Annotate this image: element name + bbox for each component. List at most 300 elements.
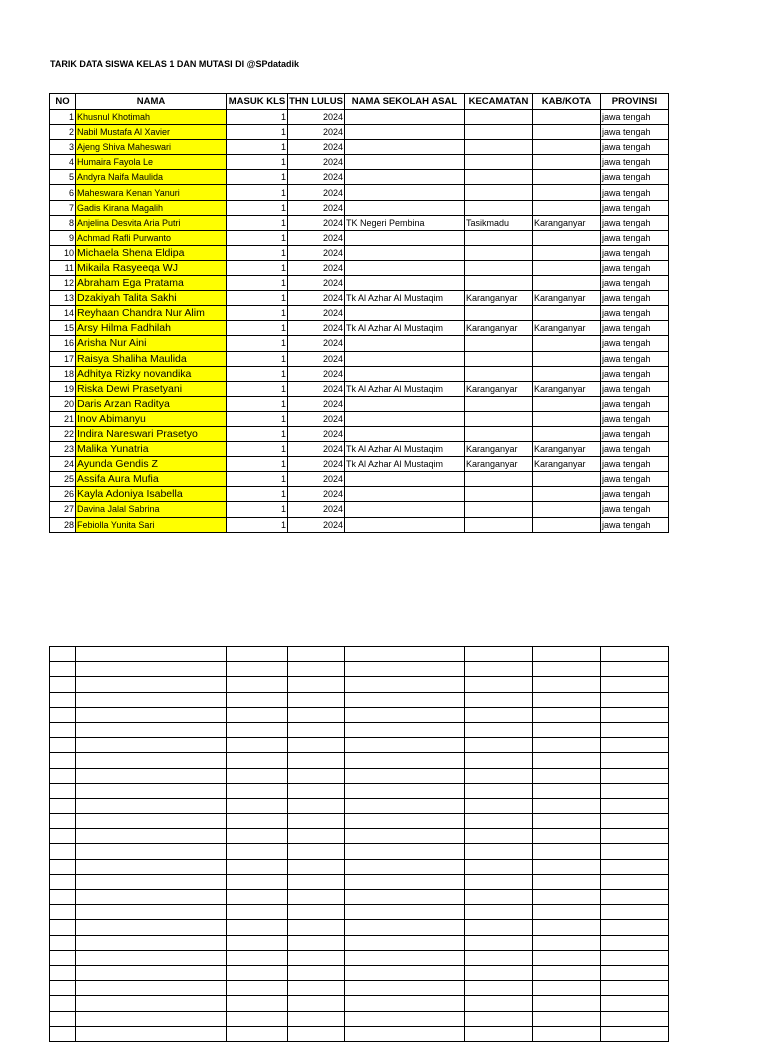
cell-masuk-kls: 1 bbox=[227, 245, 288, 260]
cell-kab-kota: Karanganyar bbox=[533, 291, 601, 306]
cell-nama-sekolah-asal: Tk Al Azhar Al Mustaqim bbox=[345, 321, 465, 336]
cell-masuk-kls: 1 bbox=[227, 260, 288, 275]
cell-kecamatan bbox=[465, 426, 533, 441]
empty-cell bbox=[227, 768, 288, 783]
empty-cell bbox=[533, 647, 601, 662]
cell-provinsi: jawa tengah bbox=[601, 276, 669, 291]
cell-thn-lulus: 2024 bbox=[288, 442, 345, 457]
table-row bbox=[50, 276, 669, 291]
empty-cell bbox=[465, 677, 533, 692]
cell-masuk-kls: 1 bbox=[227, 291, 288, 306]
cell-kab-kota bbox=[533, 351, 601, 366]
empty-cell bbox=[76, 935, 227, 950]
empty-cell bbox=[227, 1026, 288, 1041]
empty-cell bbox=[601, 692, 669, 707]
cell-nama-sekolah-asal bbox=[345, 502, 465, 517]
cell-masuk-kls: 1 bbox=[227, 215, 288, 230]
cell-provinsi: jawa tengah bbox=[601, 125, 669, 140]
cell-nama: Assifa Aura Mufia bbox=[76, 472, 227, 487]
empty-cell bbox=[50, 814, 76, 829]
empty-row bbox=[50, 707, 669, 722]
cell-thn-lulus: 2024 bbox=[288, 336, 345, 351]
empty-cell bbox=[465, 662, 533, 677]
empty-cell bbox=[465, 798, 533, 813]
table-row bbox=[50, 381, 669, 396]
cell-provinsi: jawa tengah bbox=[601, 517, 669, 532]
cell-no: 5 bbox=[50, 170, 76, 185]
empty-cell bbox=[345, 829, 465, 844]
empty-cell bbox=[465, 783, 533, 798]
empty-cell bbox=[227, 905, 288, 920]
empty-row bbox=[50, 981, 669, 996]
page-title: TARIK DATA SISWA KELAS 1 DAN MUTASI DI @SPdatadik bbox=[50, 59, 299, 69]
empty-cell bbox=[465, 722, 533, 737]
cell-no: 18 bbox=[50, 366, 76, 381]
cell-nama-sekolah-asal bbox=[345, 426, 465, 441]
cell-nama-sekolah-asal bbox=[345, 472, 465, 487]
cell-nama-sekolah-asal bbox=[345, 396, 465, 411]
cell-kecamatan bbox=[465, 170, 533, 185]
empty-cell bbox=[288, 738, 345, 753]
cell-kecamatan bbox=[465, 110, 533, 125]
empty-cell bbox=[601, 920, 669, 935]
empty-cell bbox=[288, 768, 345, 783]
cell-provinsi: jawa tengah bbox=[601, 185, 669, 200]
cell-nama: Andyra Naifa Maulida bbox=[76, 170, 227, 185]
empty-cell bbox=[288, 829, 345, 844]
cell-kab-kota bbox=[533, 517, 601, 532]
header-kecamatan: KECAMATAN bbox=[465, 94, 533, 110]
cell-kab-kota bbox=[533, 306, 601, 321]
empty-cell bbox=[533, 981, 601, 996]
cell-nama-sekolah-asal bbox=[345, 140, 465, 155]
empty-cell bbox=[76, 677, 227, 692]
cell-nama-sekolah-asal bbox=[345, 411, 465, 426]
empty-row bbox=[50, 647, 669, 662]
empty-cell bbox=[50, 981, 76, 996]
empty-cell bbox=[76, 753, 227, 768]
cell-nama-sekolah-asal bbox=[345, 185, 465, 200]
cell-no: 11 bbox=[50, 260, 76, 275]
empty-row bbox=[50, 814, 669, 829]
empty-cell bbox=[465, 965, 533, 980]
empty-cell bbox=[345, 647, 465, 662]
empty-cell bbox=[533, 935, 601, 950]
table-row bbox=[50, 306, 669, 321]
empty-cell bbox=[50, 950, 76, 965]
empty-cell bbox=[288, 662, 345, 677]
cell-nama-sekolah-asal bbox=[345, 110, 465, 125]
cell-no: 7 bbox=[50, 200, 76, 215]
cell-nama-sekolah-asal bbox=[345, 170, 465, 185]
cell-nama: Michaela Shena Eldipa bbox=[76, 245, 227, 260]
cell-masuk-kls: 1 bbox=[227, 185, 288, 200]
cell-kab-kota bbox=[533, 155, 601, 170]
cell-no: 6 bbox=[50, 185, 76, 200]
empty-cell bbox=[227, 935, 288, 950]
empty-cell bbox=[533, 950, 601, 965]
empty-cell bbox=[533, 722, 601, 737]
empty-cell bbox=[533, 707, 601, 722]
cell-thn-lulus: 2024 bbox=[288, 426, 345, 441]
empty-row bbox=[50, 859, 669, 874]
cell-thn-lulus: 2024 bbox=[288, 351, 345, 366]
empty-cell bbox=[533, 662, 601, 677]
empty-cell bbox=[533, 768, 601, 783]
cell-provinsi: jawa tengah bbox=[601, 426, 669, 441]
empty-cell bbox=[227, 692, 288, 707]
empty-cell bbox=[465, 647, 533, 662]
empty-cell bbox=[345, 859, 465, 874]
empty-cell bbox=[465, 996, 533, 1011]
empty-cell bbox=[345, 965, 465, 980]
cell-provinsi: jawa tengah bbox=[601, 381, 669, 396]
empty-cell bbox=[50, 1026, 76, 1041]
empty-cell bbox=[50, 935, 76, 950]
cell-kecamatan: Karanganyar bbox=[465, 381, 533, 396]
empty-cell bbox=[76, 950, 227, 965]
table-row bbox=[50, 230, 669, 245]
empty-cell bbox=[601, 814, 669, 829]
empty-cell bbox=[50, 798, 76, 813]
table-row bbox=[50, 426, 669, 441]
table-row bbox=[50, 125, 669, 140]
empty-row bbox=[50, 798, 669, 813]
cell-thn-lulus: 2024 bbox=[288, 276, 345, 291]
table-row bbox=[50, 155, 669, 170]
empty-cell bbox=[533, 859, 601, 874]
empty-cell bbox=[227, 874, 288, 889]
empty-cell bbox=[601, 662, 669, 677]
empty-cell bbox=[601, 874, 669, 889]
cell-kecamatan bbox=[465, 230, 533, 245]
empty-cell bbox=[601, 935, 669, 950]
cell-kecamatan bbox=[465, 487, 533, 502]
table-row bbox=[50, 502, 669, 517]
empty-cell bbox=[533, 996, 601, 1011]
cell-provinsi: jawa tengah bbox=[601, 411, 669, 426]
cell-masuk-kls: 1 bbox=[227, 411, 288, 426]
empty-row bbox=[50, 692, 669, 707]
cell-kecamatan bbox=[465, 155, 533, 170]
header-kab-kota: KAB/KOTA bbox=[533, 94, 601, 110]
empty-cell bbox=[76, 829, 227, 844]
cell-nama: Adhitya Rizky novandika bbox=[76, 366, 227, 381]
cell-masuk-kls: 1 bbox=[227, 502, 288, 517]
empty-cell bbox=[601, 996, 669, 1011]
cell-nama: Riska Dewi Prasetyani bbox=[76, 381, 227, 396]
cell-masuk-kls: 1 bbox=[227, 517, 288, 532]
cell-masuk-kls: 1 bbox=[227, 396, 288, 411]
empty-cell bbox=[76, 798, 227, 813]
cell-nama-sekolah-asal bbox=[345, 155, 465, 170]
cell-no: 2 bbox=[50, 125, 76, 140]
cell-no: 22 bbox=[50, 426, 76, 441]
cell-nama-sekolah-asal: TK Negeri Pembina bbox=[345, 215, 465, 230]
cell-nama: Mikaila Rasyeeqa WJ bbox=[76, 260, 227, 275]
empty-cell bbox=[533, 798, 601, 813]
table-row bbox=[50, 215, 669, 230]
empty-row bbox=[50, 1026, 669, 1041]
empty-cell bbox=[465, 859, 533, 874]
empty-cell bbox=[288, 707, 345, 722]
empty-cell bbox=[227, 859, 288, 874]
cell-kab-kota bbox=[533, 426, 601, 441]
empty-cell bbox=[345, 814, 465, 829]
cell-kab-kota bbox=[533, 502, 601, 517]
header-nama-sekolah-asal: NAMA SEKOLAH ASAL bbox=[345, 94, 465, 110]
cell-nama-sekolah-asal bbox=[345, 366, 465, 381]
cell-nama: Nabil Mustafa Al Xavier bbox=[76, 125, 227, 140]
empty-cell bbox=[345, 677, 465, 692]
cell-masuk-kls: 1 bbox=[227, 306, 288, 321]
cell-nama-sekolah-asal bbox=[345, 276, 465, 291]
cell-masuk-kls: 1 bbox=[227, 366, 288, 381]
table-row bbox=[50, 472, 669, 487]
cell-masuk-kls: 1 bbox=[227, 442, 288, 457]
empty-cell bbox=[50, 768, 76, 783]
cell-kecamatan: Karanganyar bbox=[465, 321, 533, 336]
empty-row bbox=[50, 768, 669, 783]
empty-cell bbox=[227, 920, 288, 935]
cell-nama: Daris Arzan Raditya bbox=[76, 396, 227, 411]
cell-provinsi: jawa tengah bbox=[601, 170, 669, 185]
cell-masuk-kls: 1 bbox=[227, 321, 288, 336]
empty-cell bbox=[50, 874, 76, 889]
cell-nama-sekolah-asal bbox=[345, 200, 465, 215]
cell-kab-kota bbox=[533, 276, 601, 291]
cell-kecamatan bbox=[465, 366, 533, 381]
cell-nama: Inov Abimanyu bbox=[76, 411, 227, 426]
empty-cell bbox=[76, 905, 227, 920]
table-row bbox=[50, 457, 669, 472]
cell-thn-lulus: 2024 bbox=[288, 306, 345, 321]
cell-masuk-kls: 1 bbox=[227, 381, 288, 396]
empty-cell bbox=[76, 981, 227, 996]
cell-masuk-kls: 1 bbox=[227, 110, 288, 125]
empty-cell bbox=[601, 965, 669, 980]
cell-masuk-kls: 1 bbox=[227, 351, 288, 366]
cell-provinsi: jawa tengah bbox=[601, 336, 669, 351]
cell-kab-kota bbox=[533, 411, 601, 426]
empty-cell bbox=[50, 662, 76, 677]
cell-no: 24 bbox=[50, 457, 76, 472]
cell-no: 1 bbox=[50, 110, 76, 125]
empty-cell bbox=[601, 859, 669, 874]
cell-kecamatan bbox=[465, 260, 533, 275]
empty-cell bbox=[50, 692, 76, 707]
cell-no: 15 bbox=[50, 321, 76, 336]
cell-provinsi: jawa tengah bbox=[601, 351, 669, 366]
cell-no: 14 bbox=[50, 306, 76, 321]
empty-cell bbox=[601, 738, 669, 753]
empty-cell bbox=[601, 950, 669, 965]
cell-no: 9 bbox=[50, 230, 76, 245]
empty-cell bbox=[288, 753, 345, 768]
empty-cell bbox=[50, 859, 76, 874]
empty-cell bbox=[601, 844, 669, 859]
cell-kecamatan bbox=[465, 125, 533, 140]
cell-kab-kota: Karanganyar bbox=[533, 381, 601, 396]
empty-table-body bbox=[50, 647, 669, 1042]
cell-masuk-kls: 1 bbox=[227, 140, 288, 155]
table-row bbox=[50, 170, 669, 185]
empty-cell bbox=[288, 647, 345, 662]
empty-cell bbox=[533, 814, 601, 829]
empty-row bbox=[50, 905, 669, 920]
empty-cell bbox=[288, 981, 345, 996]
table-row bbox=[50, 442, 669, 457]
empty-cell bbox=[533, 874, 601, 889]
empty-cell bbox=[533, 905, 601, 920]
cell-kab-kota bbox=[533, 260, 601, 275]
table-row bbox=[50, 351, 669, 366]
cell-thn-lulus: 2024 bbox=[288, 140, 345, 155]
empty-cell bbox=[533, 920, 601, 935]
cell-no: 21 bbox=[50, 411, 76, 426]
cell-kab-kota bbox=[533, 336, 601, 351]
empty-cell bbox=[465, 890, 533, 905]
cell-provinsi: jawa tengah bbox=[601, 487, 669, 502]
cell-no: 20 bbox=[50, 396, 76, 411]
cell-kecamatan bbox=[465, 517, 533, 532]
empty-table bbox=[49, 646, 669, 1042]
table-row bbox=[50, 336, 669, 351]
cell-kecamatan: Karanganyar bbox=[465, 457, 533, 472]
cell-no: 8 bbox=[50, 215, 76, 230]
empty-cell bbox=[465, 768, 533, 783]
cell-nama: Arisha Nur Aini bbox=[76, 336, 227, 351]
cell-no: 23 bbox=[50, 442, 76, 457]
empty-cell bbox=[345, 905, 465, 920]
cell-kab-kota bbox=[533, 200, 601, 215]
cell-nama: Ayunda Gendis Z bbox=[76, 457, 227, 472]
empty-cell bbox=[288, 965, 345, 980]
empty-cell bbox=[601, 1026, 669, 1041]
cell-provinsi: jawa tengah bbox=[601, 230, 669, 245]
empty-cell bbox=[465, 829, 533, 844]
cell-nama: Abraham Ega Pratama bbox=[76, 276, 227, 291]
empty-cell bbox=[76, 814, 227, 829]
cell-kab-kota bbox=[533, 125, 601, 140]
cell-provinsi: jawa tengah bbox=[601, 396, 669, 411]
cell-kab-kota bbox=[533, 185, 601, 200]
empty-cell bbox=[601, 768, 669, 783]
cell-masuk-kls: 1 bbox=[227, 155, 288, 170]
cell-provinsi: jawa tengah bbox=[601, 155, 669, 170]
empty-row bbox=[50, 738, 669, 753]
empty-cell bbox=[533, 829, 601, 844]
empty-cell bbox=[50, 829, 76, 844]
cell-nama: Achmad Rafli Purwanto bbox=[76, 230, 227, 245]
cell-kecamatan: Karanganyar bbox=[465, 291, 533, 306]
cell-provinsi: jawa tengah bbox=[601, 140, 669, 155]
empty-cell bbox=[227, 965, 288, 980]
student-table-body bbox=[50, 110, 669, 533]
empty-row bbox=[50, 844, 669, 859]
cell-thn-lulus: 2024 bbox=[288, 487, 345, 502]
table-row bbox=[50, 411, 669, 426]
empty-cell bbox=[601, 829, 669, 844]
empty-cell bbox=[76, 662, 227, 677]
cell-kecamatan bbox=[465, 200, 533, 215]
empty-cell bbox=[465, 950, 533, 965]
empty-cell bbox=[465, 692, 533, 707]
empty-cell bbox=[76, 920, 227, 935]
empty-cell bbox=[288, 692, 345, 707]
cell-kecamatan bbox=[465, 411, 533, 426]
empty-cell bbox=[533, 890, 601, 905]
cell-kab-kota: Karanganyar bbox=[533, 442, 601, 457]
empty-cell bbox=[227, 996, 288, 1011]
empty-cell bbox=[50, 965, 76, 980]
cell-thn-lulus: 2024 bbox=[288, 185, 345, 200]
cell-kecamatan bbox=[465, 472, 533, 487]
empty-cell bbox=[50, 783, 76, 798]
cell-nama: Maheswara Kenan Yanuri bbox=[76, 185, 227, 200]
empty-cell bbox=[345, 692, 465, 707]
empty-cell bbox=[345, 768, 465, 783]
cell-nama-sekolah-asal: Tk Al Azhar Al Mustaqim bbox=[345, 457, 465, 472]
cell-kab-kota bbox=[533, 366, 601, 381]
empty-cell bbox=[465, 844, 533, 859]
cell-thn-lulus: 2024 bbox=[288, 381, 345, 396]
empty-cell bbox=[601, 783, 669, 798]
empty-cell bbox=[50, 905, 76, 920]
empty-cell bbox=[288, 859, 345, 874]
cell-nama-sekolah-asal bbox=[345, 260, 465, 275]
empty-cell bbox=[465, 707, 533, 722]
cell-nama-sekolah-asal bbox=[345, 336, 465, 351]
empty-cell bbox=[601, 722, 669, 737]
header-nama: NAMA bbox=[76, 94, 227, 110]
cell-no: 28 bbox=[50, 517, 76, 532]
empty-row bbox=[50, 920, 669, 935]
cell-provinsi: jawa tengah bbox=[601, 321, 669, 336]
cell-nama: Dzakiyah Talita Sakhi bbox=[76, 291, 227, 306]
empty-cell bbox=[288, 935, 345, 950]
cell-nama-sekolah-asal: Tk Al Azhar Al Mustaqim bbox=[345, 381, 465, 396]
cell-nama: Malika Yunatria bbox=[76, 442, 227, 457]
cell-no: 17 bbox=[50, 351, 76, 366]
cell-no: 4 bbox=[50, 155, 76, 170]
empty-cell bbox=[76, 859, 227, 874]
empty-cell bbox=[601, 981, 669, 996]
empty-cell bbox=[76, 647, 227, 662]
cell-no: 13 bbox=[50, 291, 76, 306]
cell-kab-kota bbox=[533, 170, 601, 185]
cell-masuk-kls: 1 bbox=[227, 457, 288, 472]
cell-kecamatan bbox=[465, 306, 533, 321]
cell-nama-sekolah-asal bbox=[345, 487, 465, 502]
cell-nama-sekolah-asal bbox=[345, 517, 465, 532]
cell-nama-sekolah-asal bbox=[345, 230, 465, 245]
cell-masuk-kls: 1 bbox=[227, 472, 288, 487]
empty-cell bbox=[345, 874, 465, 889]
cell-provinsi: jawa tengah bbox=[601, 200, 669, 215]
cell-masuk-kls: 1 bbox=[227, 200, 288, 215]
empty-cell bbox=[76, 783, 227, 798]
cell-thn-lulus: 2024 bbox=[288, 200, 345, 215]
empty-cell bbox=[288, 905, 345, 920]
empty-cell bbox=[227, 890, 288, 905]
empty-cell bbox=[227, 753, 288, 768]
cell-no: 12 bbox=[50, 276, 76, 291]
table-header-row bbox=[50, 94, 669, 110]
empty-cell bbox=[345, 753, 465, 768]
cell-kecamatan bbox=[465, 351, 533, 366]
cell-masuk-kls: 1 bbox=[227, 426, 288, 441]
